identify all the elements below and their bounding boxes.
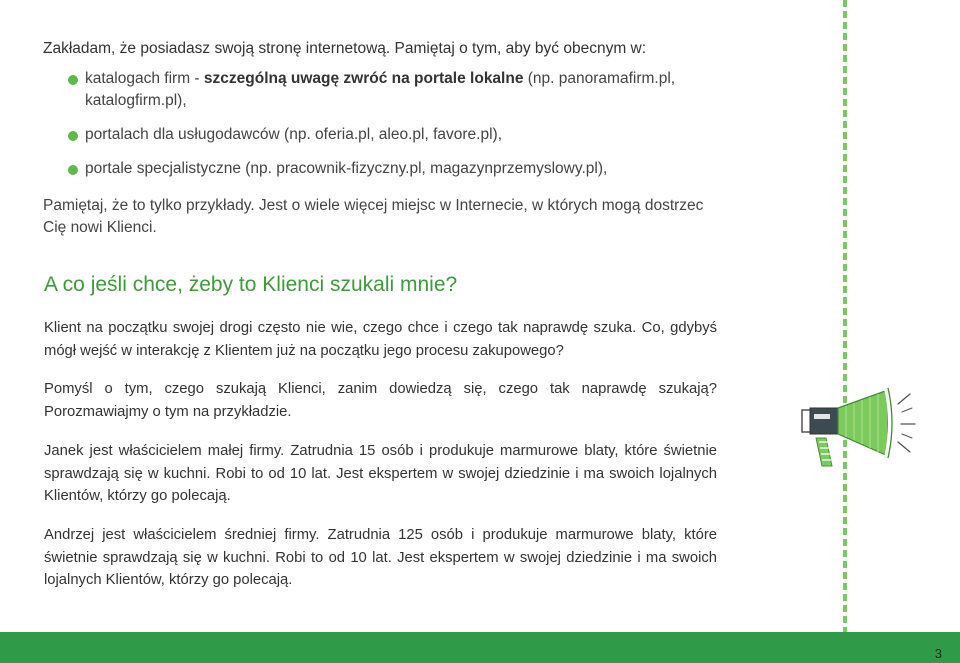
list-item-text: (np. panoramafirm.pl, katalogfirm.pl), xyxy=(85,70,676,109)
paragraph: Pomyśl o tym, czego szukają Klienci, zanim dowiedzą się, czego tak naprawdę szukają? Porozmawiajmy o tym na przykładzie. xyxy=(44,381,717,420)
footer-bar xyxy=(0,632,960,663)
list-item-text: katalogach firm - xyxy=(85,70,204,87)
bullet-dot-icon xyxy=(68,165,78,175)
dashed-divider xyxy=(843,0,847,632)
list-item xyxy=(85,124,725,146)
list-item-emphasis: szczególną uwagę zwróć na portale lokalne xyxy=(203,70,524,87)
bullet-list xyxy=(85,68,725,192)
intro-text: Zakładam, że posiadasz swoją stronę internetową. Pamiętaj o tym, aby być obecnym w: xyxy=(43,40,647,57)
list-item-text: portalach dla usługodawców (np. oferia.pl, aleo.pl, favore.pl), xyxy=(85,126,503,143)
megaphone-icon xyxy=(798,382,918,477)
paragraph: Janek jest właścicielem małej firmy. Zatrudnia 15 osób i produkuje marmurowe blaty, które świetnie sprawdzają się w kuchni. Robi to od 10 lat. Jest ekspertem w swojej dziedzinie i ma swoich lojalnych Klientów, którzy go polecają. xyxy=(44,443,717,504)
list-item xyxy=(85,158,725,180)
bullet-dot-icon xyxy=(68,131,78,141)
section-heading: A co jeśli chce, żeby to Klienci szukali mnie? xyxy=(44,273,458,296)
paragraph: Klient na początku swojej drogi często nie wie, czego chce i czego tak naprawdę szuka. Co, gdybyś mógł wejść w interakcję z Klientem już na początku jego procesu zakupowego? xyxy=(44,320,717,359)
bullet-dot-icon xyxy=(68,75,78,85)
page-number: 3 xyxy=(934,646,942,661)
list-item xyxy=(85,68,725,112)
paragraph: Andrzej jest właścicielem średniej firmy. Zatrudnia 125 osób i produkuje marmurowe blaty, które świetnie sprawdzają się w kuchni. Robi to od 10 lat. Jest ekspertem w swojej dziedzinie i ma swoich lojalnych Klientów, którzy go polecają. xyxy=(44,527,717,588)
note-text: Pamiętaj, że to tylko przykłady. Jest o wiele więcej miejsc w Internecie, w których mogą dostrzec Cię nowi Klienci. xyxy=(43,197,704,236)
list-item-text: portale specjalistyczne (np. pracownik-fizyczny.pl, magazynprzemyslowy.pl), xyxy=(85,160,608,177)
